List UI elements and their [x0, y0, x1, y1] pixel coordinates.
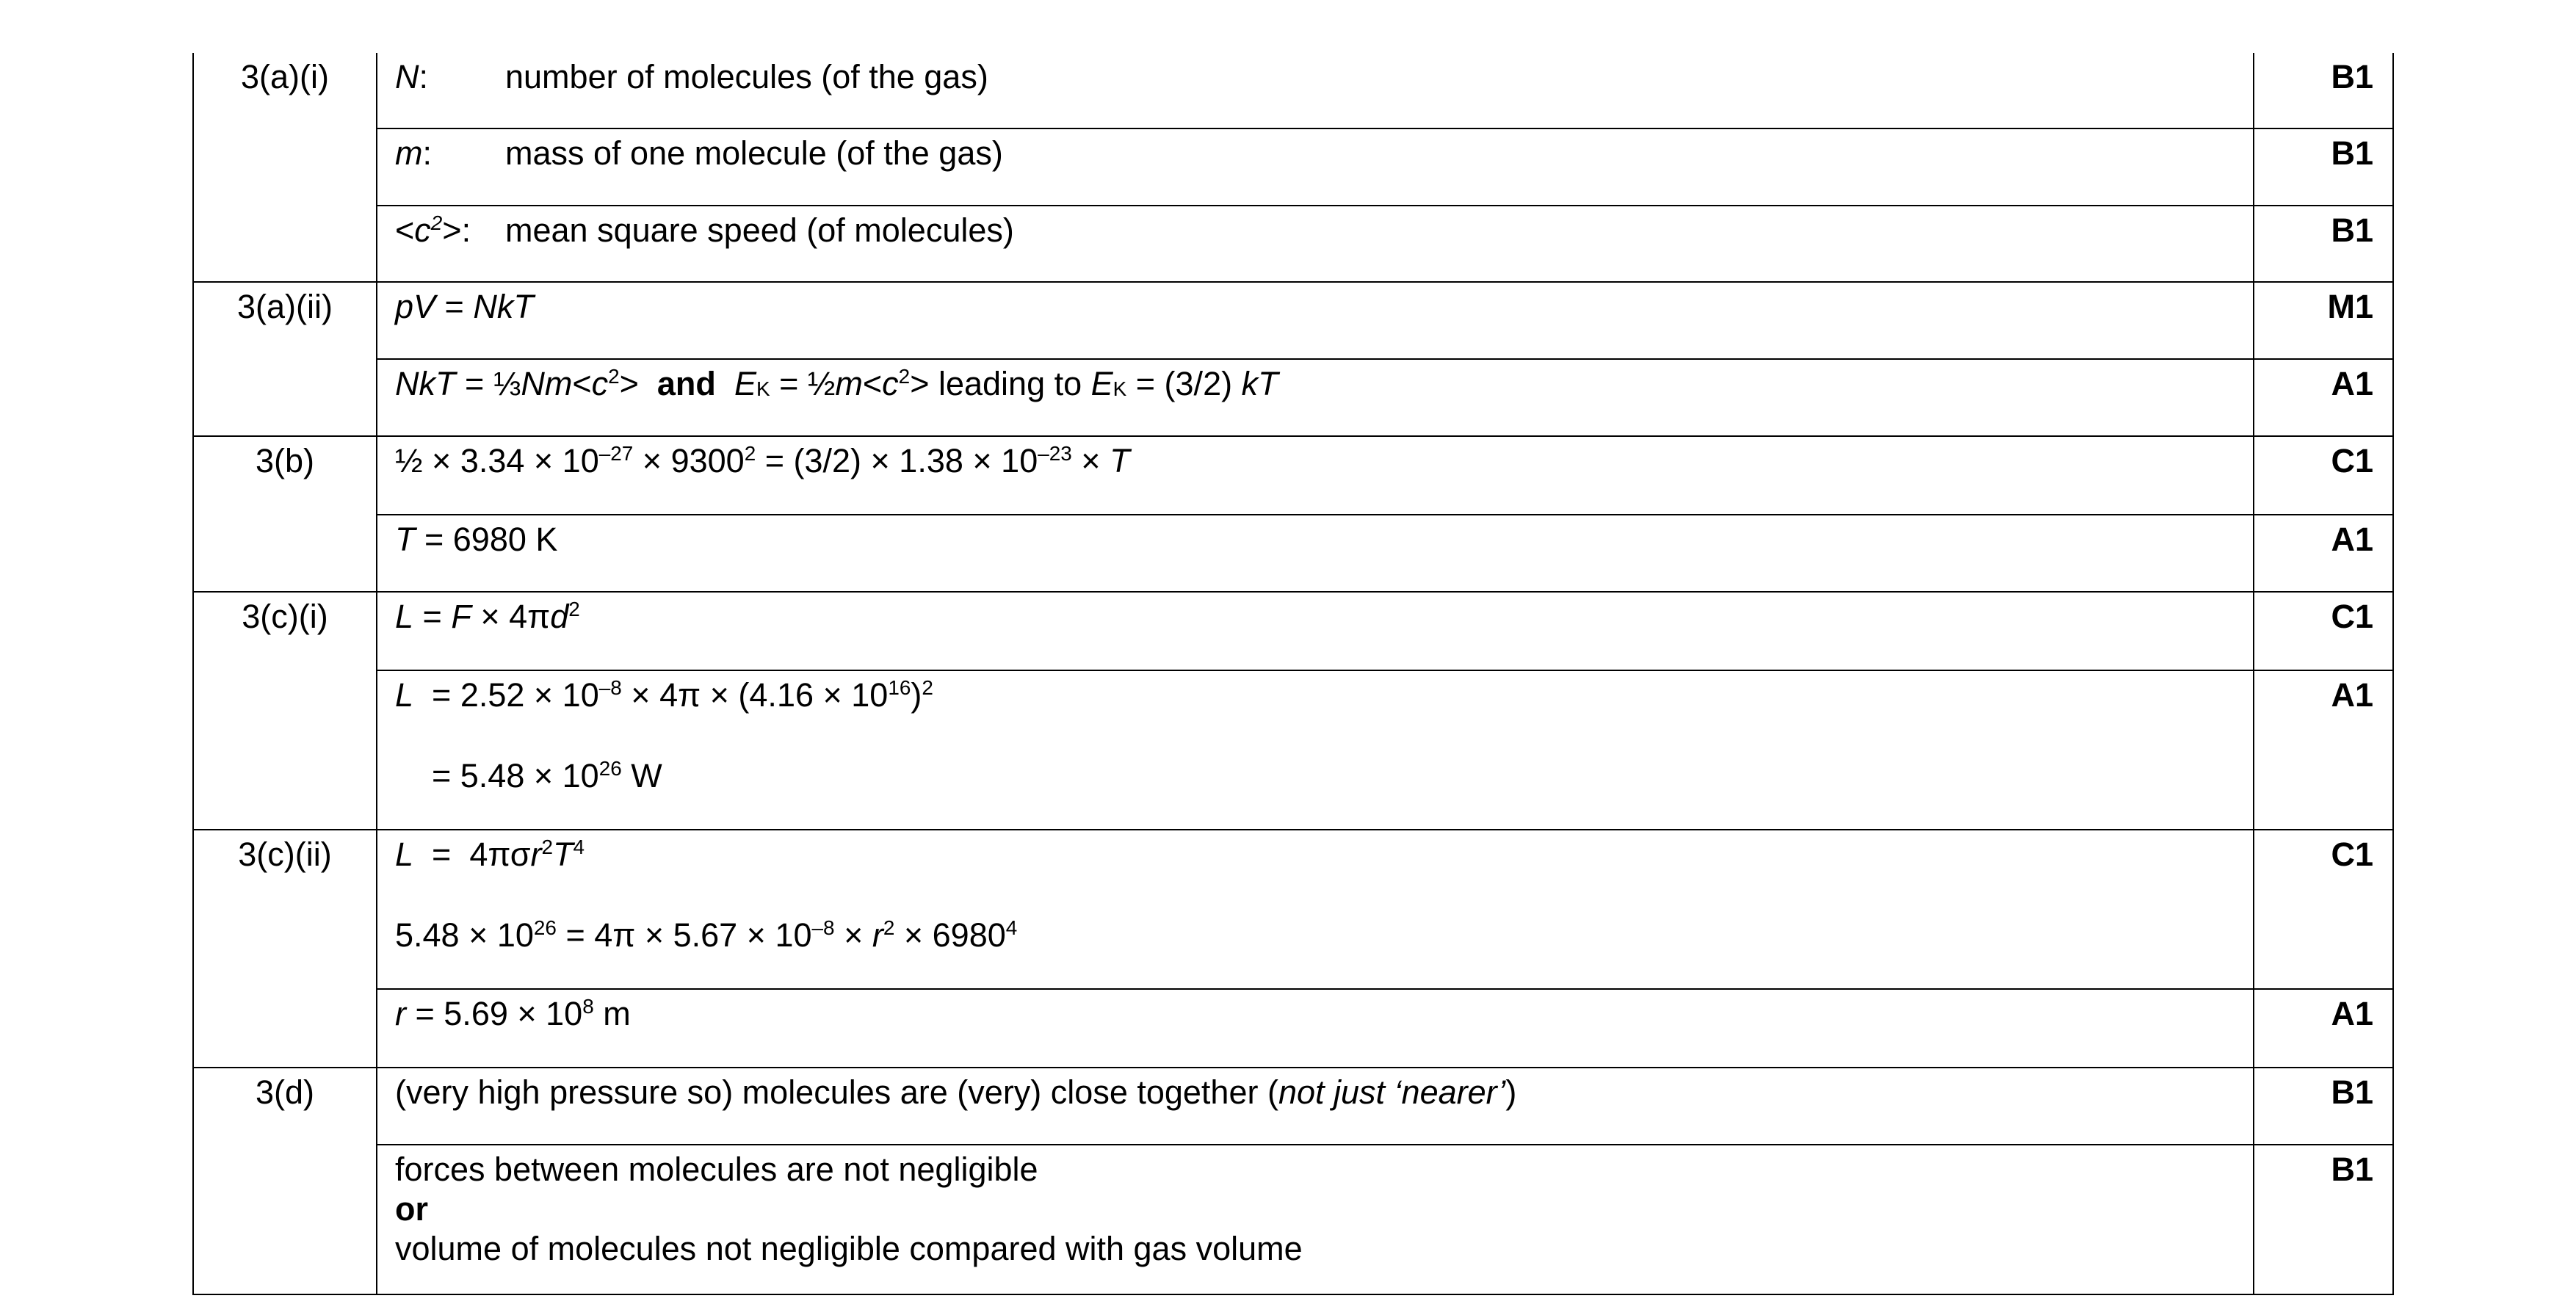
mark-cell: B1	[2254, 206, 2393, 282]
mark-cell: C1	[2254, 436, 2393, 515]
answer-cell: ½ × $3.34 \times 10^{-27} \times 9300^2 = (3/2) \times 1.38 \times 10^{-23} \times T$	[377, 436, 2254, 515]
answer-cell: m: mass of one molecule (of the gas)	[377, 128, 2254, 206]
mark-scheme-table	[192, 53, 2394, 1295]
answer-cell: NkT = $\frac{1}{3}Nm<c^2>$ and $E_K$ = $\frac{1}{2}m<c^2>$ leading to $E_K = (3/2)$ kT	[377, 359, 2254, 436]
mark-cell: B1	[2254, 53, 2393, 128]
mark-cell: C1	[2254, 592, 2393, 670]
answer-cell: N: number of molecules (of the gas)	[377, 53, 2254, 128]
table-row	[193, 282, 2393, 359]
mark-cell: B1	[2254, 1145, 2393, 1294]
answer-cell: forces between molecules are not negligible or volume of molecules not negligible compared with gas volume	[377, 1145, 2254, 1294]
answer-cell: $<c^2>$: mean square speed (of molecules)	[377, 206, 2254, 282]
mark-cell: C1	[2254, 830, 2393, 989]
table-row	[193, 128, 2393, 206]
answer-cell: $L = F \times 4\pi d^2$	[377, 592, 2254, 670]
table-row	[193, 670, 2393, 830]
mark-cell: A1	[2254, 670, 2393, 830]
question-number: 3(c)(ii)	[193, 830, 377, 1068]
table-row	[193, 206, 2393, 282]
table-row	[193, 830, 2393, 989]
table-row	[193, 515, 2393, 592]
table-row	[193, 592, 2393, 670]
answer-cell: pV = NkT	[377, 282, 2254, 359]
table-row	[193, 436, 2393, 515]
question-number: 3(b)	[193, 436, 377, 592]
answer-cell: $r = 5.69 \times 10^8$ m	[377, 989, 2254, 1068]
table-row	[193, 1145, 2393, 1294]
mark-cell: A1	[2254, 989, 2393, 1068]
answer-cell: $L = 2.52 \times 10^{-8} \times 4\pi \times (4.16 \times 10^{16})^2$ = $5.48 \times 10^{26}$ W	[377, 670, 2254, 830]
mark-cell: B1	[2254, 1068, 2393, 1145]
table-row	[193, 989, 2393, 1068]
answer-cell: $L = 4\pi\sigma r^2T^4$ $5.48 \times 10^{26} = 4\pi \times 5.67 \times 10^{-8} \times r^2 \times 6980^4$	[377, 830, 2254, 989]
mark-cell: A1	[2254, 515, 2393, 592]
table-row	[193, 1068, 2393, 1145]
mark-cell: M1	[2254, 282, 2393, 359]
mark-cell: B1	[2254, 128, 2393, 206]
mark-cell: A1	[2254, 359, 2393, 436]
table-row	[193, 53, 2393, 128]
question-number: 3(a)(ii)	[193, 282, 377, 436]
question-number: 3(c)(i)	[193, 592, 377, 830]
question-number: 3(d)	[193, 1068, 377, 1294]
question-number: 3(a)(i)	[193, 53, 377, 282]
answer-cell: T = 6980 K	[377, 515, 2254, 592]
answer-cell: (very high pressure so) molecules are (very) close together (not just ‘nearer’)	[377, 1068, 2254, 1145]
table-row	[193, 359, 2393, 436]
